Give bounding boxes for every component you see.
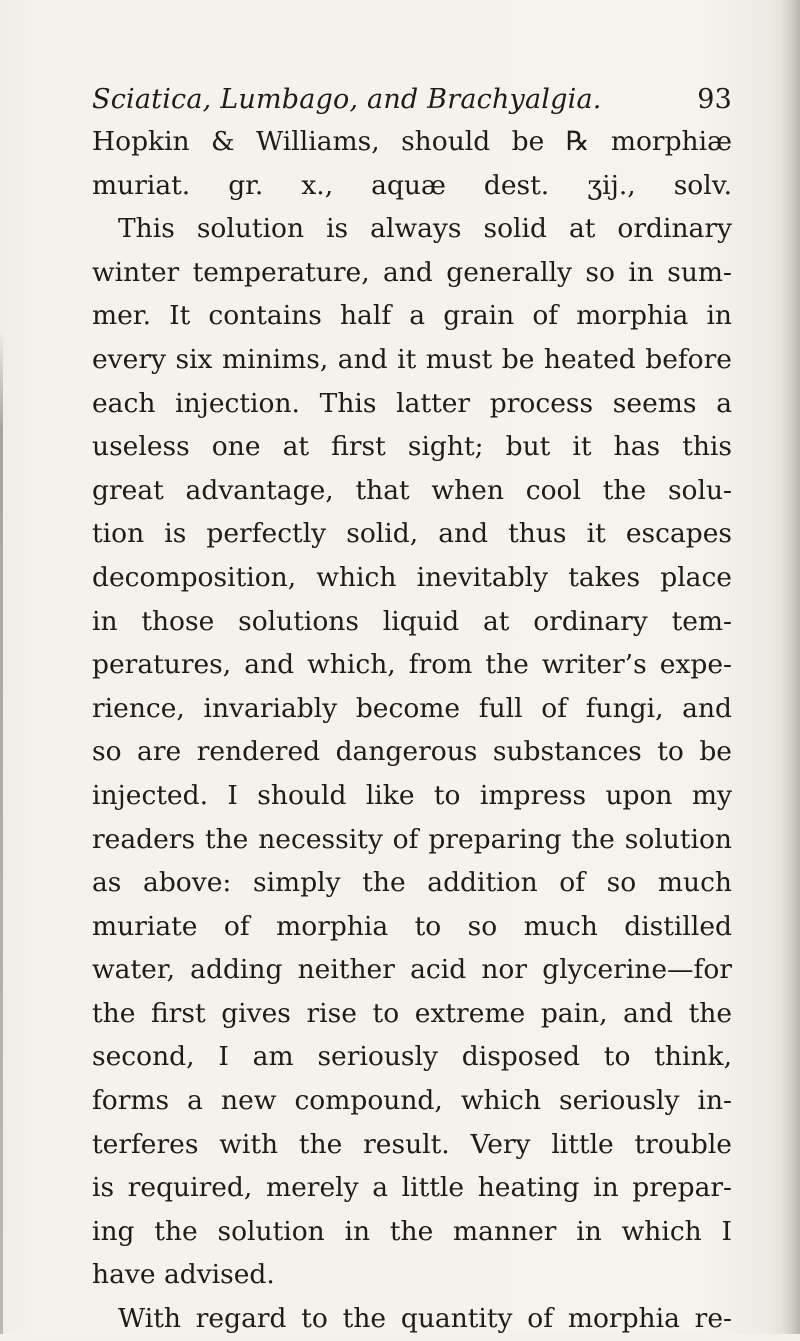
text-line: each injection. This latter process seems a	[92, 387, 732, 419]
page-edge	[0, 330, 3, 1334]
text-line: ing the solution in the manner in which I	[92, 1215, 732, 1247]
text-line: decomposition, which inevitably takes place	[92, 561, 732, 593]
text-line: great advantage, that when cool the solu-	[92, 474, 732, 506]
text-line: is required, merely a little heating in prepar-	[92, 1172, 732, 1204]
text-line: peratures, and which, from the writer’s expe-	[92, 649, 732, 681]
text-line: With regard to the quantity of morphia re-	[118, 1303, 732, 1335]
text-line: This solution is always solid at ordinary	[118, 213, 732, 245]
text-line: as above: simply the addition of so much	[92, 867, 732, 899]
text-line: in those solutions liquid at ordinary tem-	[92, 605, 732, 637]
text-line: so are rendered dangerous substances to be	[92, 736, 732, 768]
text-line: muriate of morphia to so much distilled	[92, 910, 732, 942]
running-head-title: Sciatica, Lumbago, and Brachyalgia.	[92, 84, 602, 115]
text-line: have advised.	[92, 1259, 275, 1291]
text-line: Hopkin & Williams, should be ℞ morphiæ	[92, 126, 732, 157]
text-line: readers the necessity of preparing the solution	[92, 823, 732, 855]
text-line: injected. I should like to impress upon my	[92, 779, 732, 811]
page-number: 93	[697, 84, 732, 115]
text-line: the first gives rise to extreme pain, and the	[92, 997, 732, 1029]
text-line: second, I am seriously disposed to think,	[92, 1041, 732, 1073]
text-line: muriat. gr. x., aquæ dest. ʒij., solv.	[92, 169, 732, 201]
text-line: mer. It contains half a grain of morphia in	[92, 300, 732, 332]
gutter-shadow	[782, 0, 800, 1334]
running-head	[92, 84, 732, 124]
text-line: useless one at first sight; but it has this	[92, 431, 732, 463]
text-line: rience, invariably become full of fungi, and	[92, 692, 732, 724]
text-line: water, adding neither acid nor glycerine—for	[92, 954, 732, 986]
text-line: every six minims, and it must be heated before	[92, 343, 732, 375]
body-text	[92, 120, 732, 1341]
text-line: terferes with the result. Very little trouble	[92, 1128, 732, 1160]
text-line: winter temperature, and generally so in sum-	[92, 256, 732, 288]
text-line: tion is perfectly solid, and thus it escapes	[92, 518, 732, 550]
text-line: forms a new compound, which seriously in-	[92, 1085, 732, 1117]
